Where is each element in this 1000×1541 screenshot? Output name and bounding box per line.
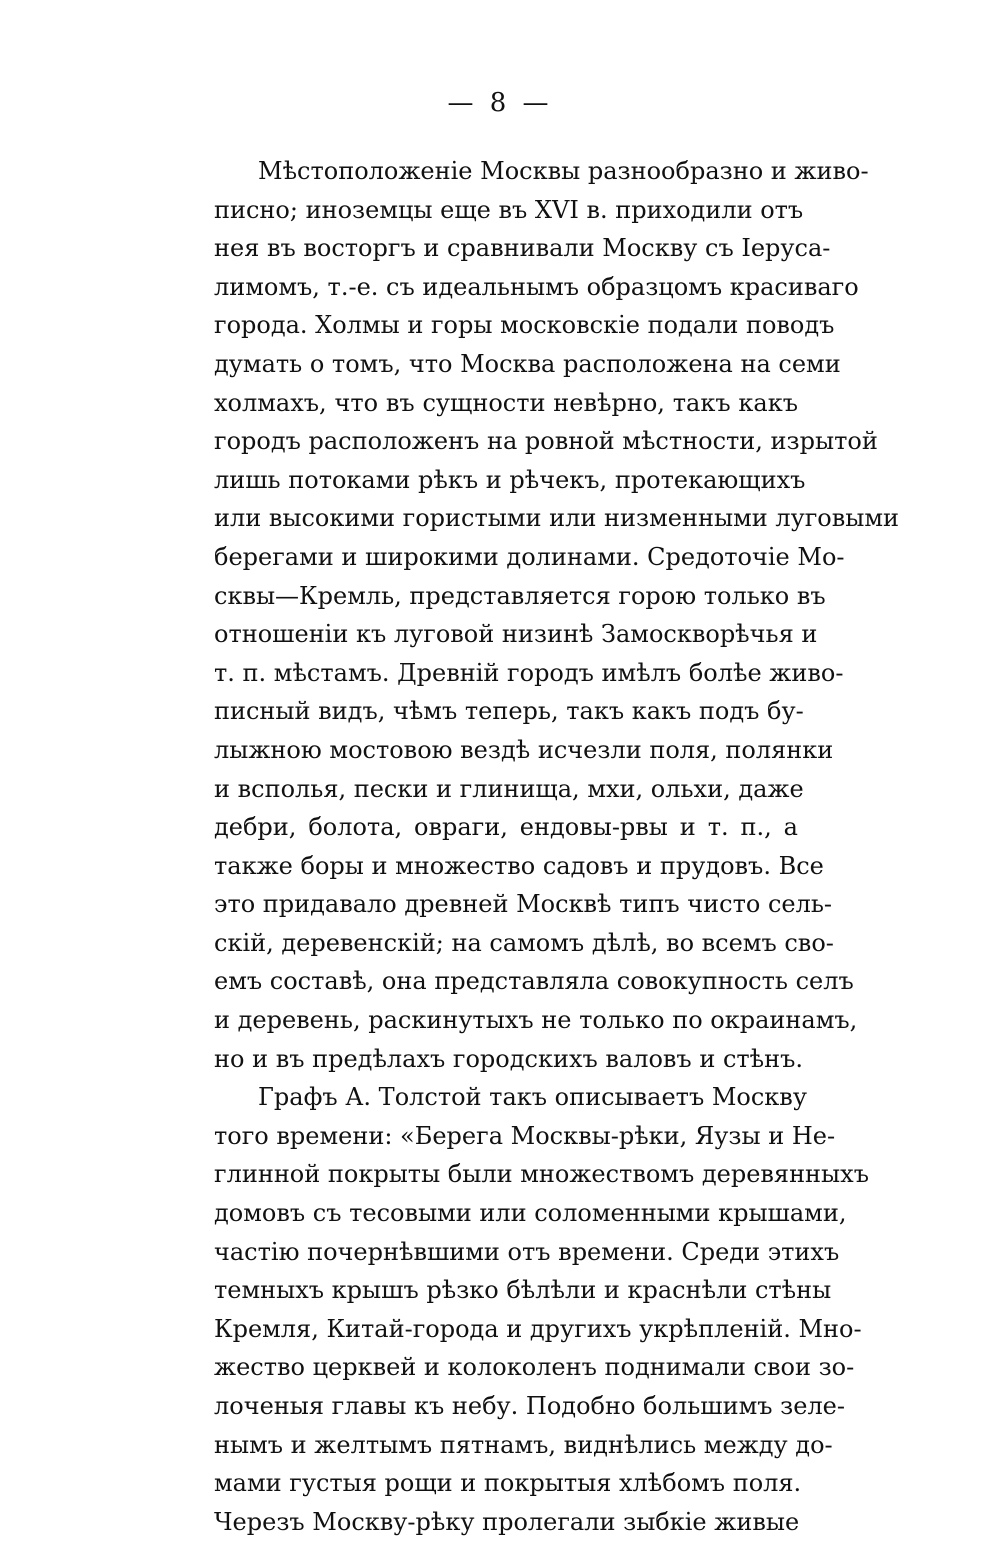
text-line: но и въ предѣлахъ городскихъ валовъ и стѣнъ. xyxy=(214,1044,804,1073)
text-line: нея въ восторгъ и сравнивали Москву съ Іеруса- xyxy=(214,234,831,263)
text-line: берегами и широкими долинами. Средоточіе Мо- xyxy=(214,542,845,571)
text-line: лоченыя главы къ небу. Подобно большимъ зеле- xyxy=(214,1392,845,1420)
text-line: думать о томъ, что Москва расположена на семи xyxy=(214,349,841,378)
text-line: лимомъ, т.-е. съ идеальнымъ образцомъ красиваго xyxy=(214,272,859,301)
text-line: Кремля, Китай-города и другихъ укрѣпленій. Мно- xyxy=(214,1314,862,1343)
text-line: домовъ съ тесовыми или соломенными крышами, xyxy=(214,1199,847,1228)
text-line: скій, деревенскій; на самомъ дѣлѣ, во всемъ сво- xyxy=(214,928,834,957)
text-line: или высокими гористыми или низменными луговыми xyxy=(214,504,900,533)
text-line: сквы—Кремль, представляется горою только въ xyxy=(214,581,826,610)
text-line: емъ составѣ, она представляла совокупность селъ xyxy=(214,967,854,996)
body-text xyxy=(214,152,900,1541)
text-line: Графъ А. Толстой такъ описываетъ Москву xyxy=(258,1083,807,1112)
text-line: частію почернѣвшими отъ времени. Среди этихъ xyxy=(214,1237,840,1266)
text-line: нымъ и желтымъ пятнамъ, виднѣлись между до- xyxy=(214,1430,833,1459)
text-line: отношеніи къ луговой низинѣ Замоскворѣчья и xyxy=(214,620,818,649)
text-line: лишь потоками рѣкъ и рѣчекъ, протекающихъ xyxy=(214,465,806,494)
text-line: Мѣстоположеніе Москвы разнообразно и живо- xyxy=(258,157,869,185)
page-number: — 8 — xyxy=(447,88,553,118)
text-line: города. Холмы и горы московскіе подали поводъ xyxy=(214,311,835,340)
text-line: это придавало древней Москвѣ типъ чисто сель- xyxy=(214,890,833,919)
text-line: холмахъ, что въ сущности невѣрно, такъ какъ xyxy=(214,388,798,417)
paragraph-1 xyxy=(214,152,900,1078)
text-line: и всполья, пески и глинища, мхи, ольхи, даже xyxy=(214,774,804,803)
text-line: городъ расположенъ на ровной мѣстности, изрытой xyxy=(214,427,878,456)
text-line: т. п. мѣстамъ. Древній городъ имѣлъ болѣе живо- xyxy=(214,658,844,687)
paragraph-2 xyxy=(214,1078,869,1541)
text-line: Черезъ Москву-рѣку пролегали зыбкіе живые xyxy=(214,1507,800,1536)
text-line: лыжною мостовою вездѣ исчезли поля, полянки xyxy=(214,735,834,764)
text-line: писный видъ, чѣмъ теперь, такъ какъ подъ бу- xyxy=(214,697,804,726)
text-line: глинной покрыты были множествомъ деревянныхъ xyxy=(214,1160,869,1189)
text-line: темныхъ крышъ рѣзко бѣлѣли и краснѣли стѣны xyxy=(214,1276,832,1305)
text-line: и деревень, раскинутыхъ не только по окраинамъ, xyxy=(214,1006,858,1035)
text-line: того времени: «Берега Москвы-рѣки, Яузы и Не- xyxy=(214,1121,836,1150)
text-line: мами густыя рощи и покрытыя хлѣбомъ поля. xyxy=(214,1469,802,1498)
text-line: также боры и множество садовъ и прудовъ. Все xyxy=(214,851,824,880)
text-line: жество церквей и колоколенъ поднимали свои зо- xyxy=(214,1353,855,1382)
text-line: дебри, болота, овраги, ендовы-рвы и т. п., а xyxy=(214,813,798,842)
text-line: писно; иноземцы еще въ XVI в. приходили отъ xyxy=(214,195,804,224)
